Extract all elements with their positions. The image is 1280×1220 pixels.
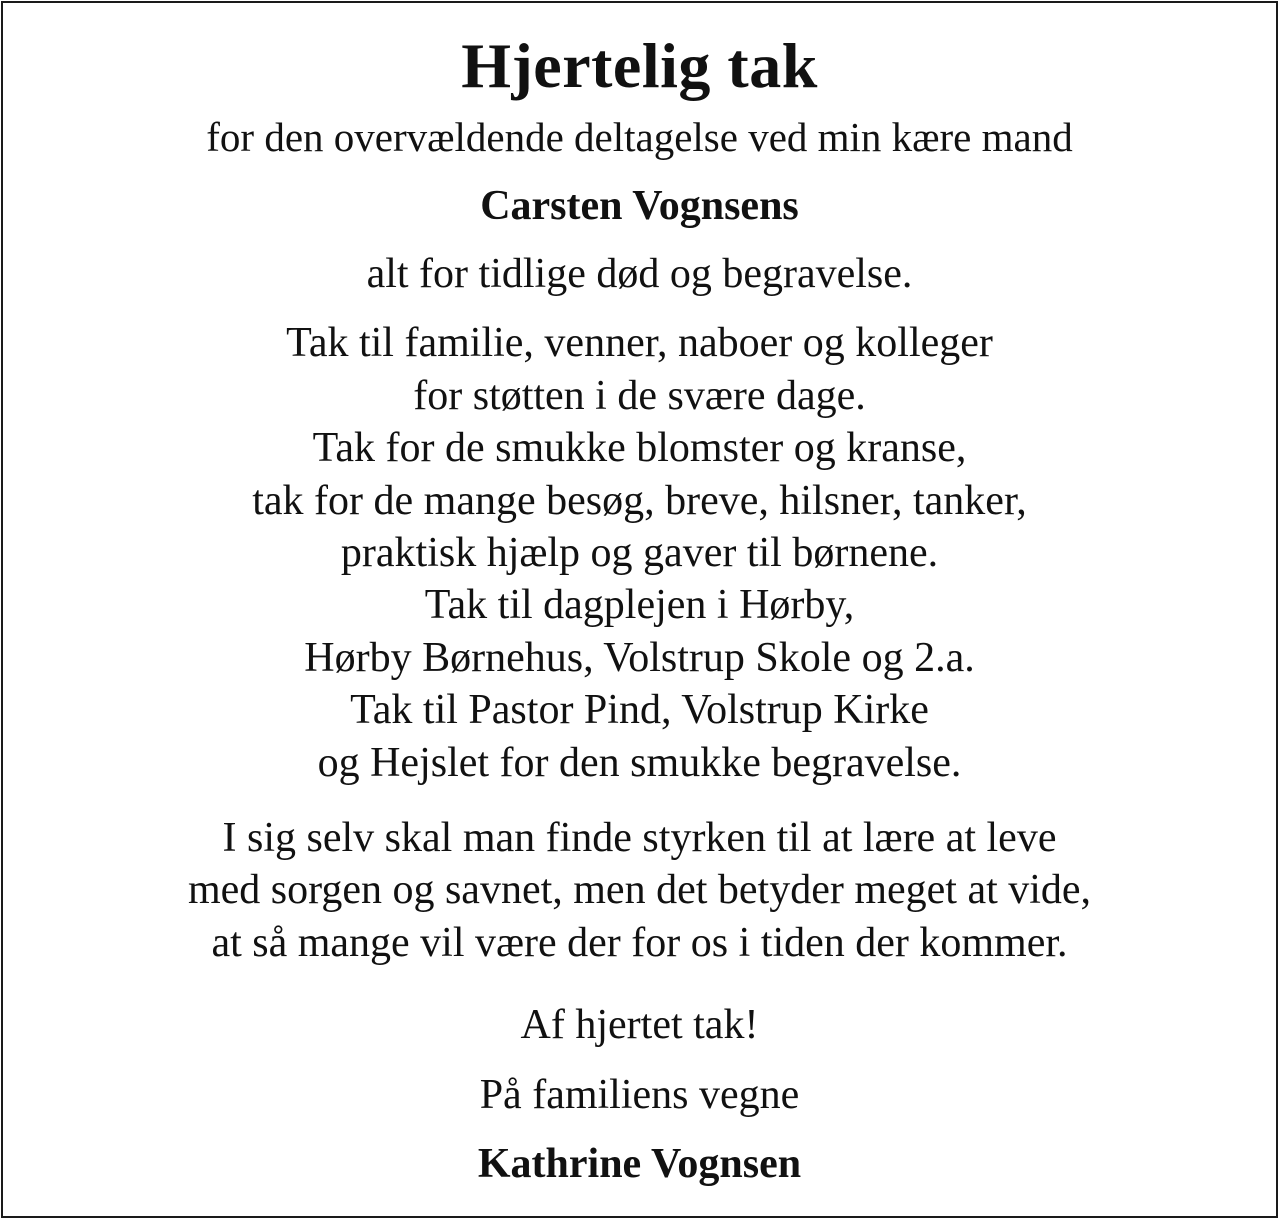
intro-line: alt for tidlige død og begravelse. bbox=[366, 251, 913, 297]
thanks-line: praktisk hjælp og gaver til børnene. bbox=[340, 530, 939, 577]
thanks-line: for støtten i de svære dage. bbox=[413, 372, 866, 419]
thanks-line: tak for de mange besøg, breve, hilsner, tanker, bbox=[252, 477, 1027, 524]
thanks-line: Tak til Pastor Pind, Volstrup Kirke bbox=[350, 687, 929, 734]
signer-name: Kathrine Vognsen bbox=[477, 1141, 802, 1188]
thanks-block bbox=[3, 317, 1276, 789]
reflection-line: I sig selv skal man finde styrken til at lære at leve bbox=[222, 815, 1057, 862]
notice-title: Hjertelig tak bbox=[461, 30, 818, 101]
thanks-line: Tak for de smukke blomster og kranse, bbox=[312, 425, 967, 472]
notice-subtitle: for den overvældende deltagelse ved min kære mand bbox=[206, 114, 1073, 160]
thanks-line: Tak til familie, venner, naboer og kolleger bbox=[286, 320, 993, 367]
thanks-line: og Hejslet for den smukke begravelse. bbox=[317, 739, 962, 786]
reflection-block bbox=[3, 812, 1276, 969]
notice-content bbox=[3, 3, 1276, 1191]
closing-line: Af hjertet tak! bbox=[520, 1002, 759, 1049]
on-behalf-line: På familiens vegne bbox=[479, 1071, 800, 1118]
notice-frame bbox=[1, 1, 1278, 1218]
thanks-line: Hørby Børnehus, Volstrup Skole og 2.a. bbox=[304, 634, 975, 681]
thanks-line: Tak til dagplejen i Hørby, bbox=[424, 582, 855, 629]
reflection-line: med sorgen og savnet, men det betyder meget at vide, bbox=[187, 867, 1092, 914]
reflection-line: at så mange vil være der for os i tiden der kommer. bbox=[211, 919, 1068, 966]
deceased-name: Carsten Vognsens bbox=[480, 183, 799, 229]
